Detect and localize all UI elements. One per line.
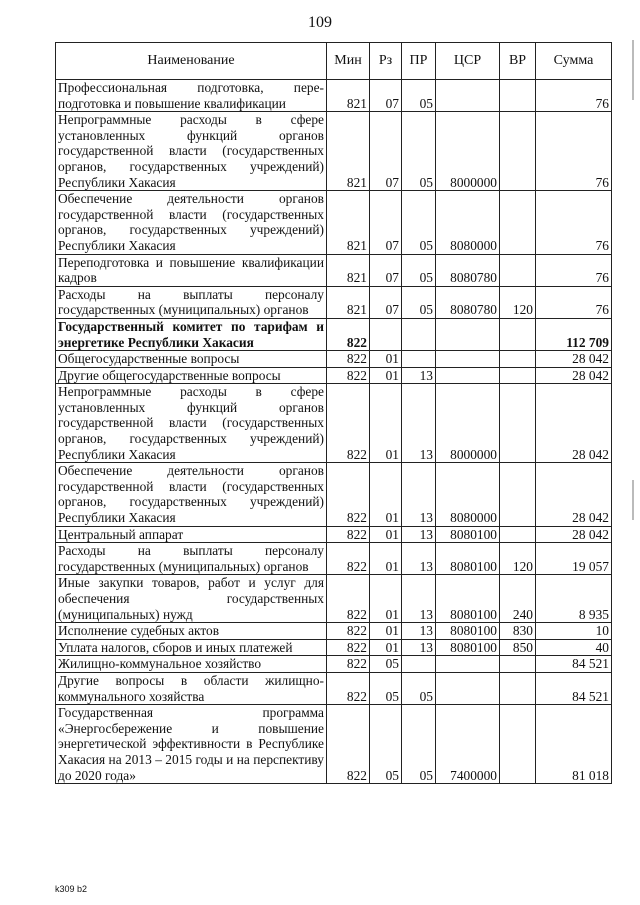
cell-rz: 07 xyxy=(370,286,402,318)
cell-csr: 8080000 xyxy=(436,463,500,526)
cell-sum: 40 xyxy=(536,639,612,656)
table-row xyxy=(56,191,612,254)
cell-min: 821 xyxy=(327,191,370,254)
cell-rz: 01 xyxy=(370,384,402,463)
cell-csr xyxy=(436,672,500,704)
cell-sum: 10 xyxy=(536,623,612,640)
table-row xyxy=(56,705,612,784)
header-rz: Рз xyxy=(370,43,402,80)
cell-name: Государственная программа «Энергосбережение и повышение энергетической эффективности в Республике Хакасия на 2013 – 2015 годы и на перспективу до 2020 года» xyxy=(56,705,327,784)
cell-min: 822 xyxy=(327,318,370,350)
budget-table xyxy=(55,42,612,784)
table-row xyxy=(56,351,612,368)
cell-min: 822 xyxy=(327,575,370,623)
cell-rz: 01 xyxy=(370,543,402,575)
cell-pr: 13 xyxy=(402,623,436,640)
cell-pr: 05 xyxy=(402,286,436,318)
cell-rz: 05 xyxy=(370,656,402,673)
cell-rz: 01 xyxy=(370,526,402,543)
cell-min: 822 xyxy=(327,623,370,640)
cell-pr: 13 xyxy=(402,384,436,463)
cell-pr: 13 xyxy=(402,367,436,384)
footer-code: k309 b2 xyxy=(55,884,88,894)
cell-sum: 76 xyxy=(536,80,612,112)
cell-rz: 01 xyxy=(370,639,402,656)
cell-name: Переподготовка и повышение квалификации кадров xyxy=(56,254,327,286)
cell-vr xyxy=(500,463,536,526)
table-row xyxy=(56,318,612,350)
table-row xyxy=(56,672,612,704)
cell-pr: 13 xyxy=(402,575,436,623)
cell-csr: 8080100 xyxy=(436,639,500,656)
cell-csr: 8000000 xyxy=(436,112,500,191)
cell-vr xyxy=(500,254,536,286)
cell-min: 821 xyxy=(327,254,370,286)
scan-edge-mark xyxy=(632,480,634,520)
cell-vr xyxy=(500,80,536,112)
cell-csr xyxy=(436,318,500,350)
cell-rz: 05 xyxy=(370,705,402,784)
cell-vr: 850 xyxy=(500,639,536,656)
cell-sum: 76 xyxy=(536,254,612,286)
cell-vr xyxy=(500,318,536,350)
header-name: Наименование xyxy=(56,43,327,80)
table-row xyxy=(56,639,612,656)
cell-csr: 8080100 xyxy=(436,526,500,543)
table-body xyxy=(56,80,612,784)
header-vr: ВР xyxy=(500,43,536,80)
cell-sum: 76 xyxy=(536,112,612,191)
cell-sum: 28 042 xyxy=(536,526,612,543)
cell-min: 821 xyxy=(327,112,370,191)
cell-min: 821 xyxy=(327,80,370,112)
cell-sum: 19 057 xyxy=(536,543,612,575)
cell-sum: 28 042 xyxy=(536,351,612,368)
cell-name: Центральный аппарат xyxy=(56,526,327,543)
cell-min: 822 xyxy=(327,656,370,673)
cell-sum: 76 xyxy=(536,191,612,254)
table-row xyxy=(56,254,612,286)
cell-pr xyxy=(402,318,436,350)
cell-vr xyxy=(500,705,536,784)
cell-rz: 01 xyxy=(370,575,402,623)
cell-rz: 01 xyxy=(370,351,402,368)
cell-min: 822 xyxy=(327,543,370,575)
cell-rz: 01 xyxy=(370,623,402,640)
cell-vr: 830 xyxy=(500,623,536,640)
cell-csr xyxy=(436,656,500,673)
cell-sum: 84 521 xyxy=(536,672,612,704)
table-row xyxy=(56,80,612,112)
cell-rz: 07 xyxy=(370,80,402,112)
cell-name: Расходы на выплаты персоналу государственных (муниципальных) органов xyxy=(56,286,327,318)
cell-vr xyxy=(500,672,536,704)
cell-vr xyxy=(500,656,536,673)
cell-min: 822 xyxy=(327,705,370,784)
table-row xyxy=(56,463,612,526)
cell-name: Общегосударственные вопросы xyxy=(56,351,327,368)
cell-name: Обеспечение деятельности органов государственной власти (государственных органов, государственных учреждений) Республики Хакасия xyxy=(56,463,327,526)
cell-sum: 76 xyxy=(536,286,612,318)
table-row xyxy=(56,112,612,191)
cell-vr xyxy=(500,384,536,463)
cell-rz: 07 xyxy=(370,254,402,286)
cell-min: 822 xyxy=(327,639,370,656)
cell-csr: 8080100 xyxy=(436,623,500,640)
cell-name: Другие общегосударственные вопросы xyxy=(56,367,327,384)
cell-min: 822 xyxy=(327,384,370,463)
cell-pr: 05 xyxy=(402,705,436,784)
header-sum: Сумма xyxy=(536,43,612,80)
cell-name: Жилищно-коммунальное хозяйство xyxy=(56,656,327,673)
cell-rz: 01 xyxy=(370,463,402,526)
table-row xyxy=(56,526,612,543)
cell-csr xyxy=(436,80,500,112)
cell-sum: 84 521 xyxy=(536,656,612,673)
cell-rz: 07 xyxy=(370,191,402,254)
cell-csr xyxy=(436,351,500,368)
cell-name: Государственный комитет по тарифам и энергетике Республики Хакасия xyxy=(56,318,327,350)
cell-pr xyxy=(402,656,436,673)
cell-vr xyxy=(500,191,536,254)
cell-pr: 05 xyxy=(402,254,436,286)
cell-pr: 13 xyxy=(402,543,436,575)
cell-name: Обеспечение деятельности органов государственной власти (государственных органов, государственных учреждений) Республики Хакасия xyxy=(56,191,327,254)
cell-pr: 05 xyxy=(402,191,436,254)
cell-csr xyxy=(436,367,500,384)
cell-min: 822 xyxy=(327,526,370,543)
cell-name: Расходы на выплаты персоналу государственных (муниципальных) органов xyxy=(56,543,327,575)
header-csr: ЦСР xyxy=(436,43,500,80)
cell-name: Непрограммные расходы в сфере установленных функций органов государственной власти (государственных органов, государственных учреждений) Республики Хакасия xyxy=(56,112,327,191)
cell-name: Непрограммные расходы в сфере установленных функций органов государственной власти (государственных органов, государственных учреждений) Республики Хакасия xyxy=(56,384,327,463)
cell-vr: 120 xyxy=(500,286,536,318)
cell-rz: 01 xyxy=(370,367,402,384)
cell-csr: 8080100 xyxy=(436,575,500,623)
header-pr: ПР xyxy=(402,43,436,80)
table-row xyxy=(56,367,612,384)
cell-pr: 13 xyxy=(402,526,436,543)
cell-min: 822 xyxy=(327,463,370,526)
cell-rz xyxy=(370,318,402,350)
cell-vr xyxy=(500,367,536,384)
cell-min: 822 xyxy=(327,367,370,384)
table-row xyxy=(56,623,612,640)
cell-sum: 8 935 xyxy=(536,575,612,623)
cell-sum: 28 042 xyxy=(536,463,612,526)
cell-csr: 8080780 xyxy=(436,254,500,286)
header-row xyxy=(56,43,612,80)
cell-rz: 05 xyxy=(370,672,402,704)
cell-pr: 13 xyxy=(402,639,436,656)
cell-pr: 05 xyxy=(402,672,436,704)
cell-vr: 240 xyxy=(500,575,536,623)
cell-pr xyxy=(402,351,436,368)
cell-pr: 05 xyxy=(402,80,436,112)
table-row xyxy=(56,543,612,575)
cell-vr xyxy=(500,351,536,368)
cell-csr: 8080000 xyxy=(436,191,500,254)
cell-name: Исполнение судебных актов xyxy=(56,623,327,640)
table-row xyxy=(56,575,612,623)
cell-csr: 7400000 xyxy=(436,705,500,784)
table-row xyxy=(56,656,612,673)
cell-sum: 112 709 xyxy=(536,318,612,350)
cell-sum: 28 042 xyxy=(536,384,612,463)
cell-csr: 8080780 xyxy=(436,286,500,318)
cell-name: Другие вопросы в области жилищно-коммунального хозяйства xyxy=(56,672,327,704)
table-row xyxy=(56,286,612,318)
cell-vr: 120 xyxy=(500,543,536,575)
header-min: Мин xyxy=(327,43,370,80)
cell-name: Уплата налогов, сборов и иных платежей xyxy=(56,639,327,656)
cell-min: 822 xyxy=(327,351,370,368)
cell-sum: 28 042 xyxy=(536,367,612,384)
cell-rz: 07 xyxy=(370,112,402,191)
cell-vr xyxy=(500,112,536,191)
cell-min: 822 xyxy=(327,672,370,704)
cell-name: Иные закупки товаров, работ и услуг для обеспечения государственных (муниципальных) нужд xyxy=(56,575,327,623)
table-row xyxy=(56,384,612,463)
cell-csr: 8080100 xyxy=(436,543,500,575)
page-number: 109 xyxy=(308,14,332,31)
scan-edge-mark xyxy=(632,40,634,100)
cell-sum: 81 018 xyxy=(536,705,612,784)
cell-pr: 05 xyxy=(402,112,436,191)
cell-pr: 13 xyxy=(402,463,436,526)
cell-vr xyxy=(500,526,536,543)
cell-csr: 8000000 xyxy=(436,384,500,463)
cell-name: Профессиональная подготовка, пере-подготовка и повышение квалификации xyxy=(56,80,327,112)
cell-min: 821 xyxy=(327,286,370,318)
